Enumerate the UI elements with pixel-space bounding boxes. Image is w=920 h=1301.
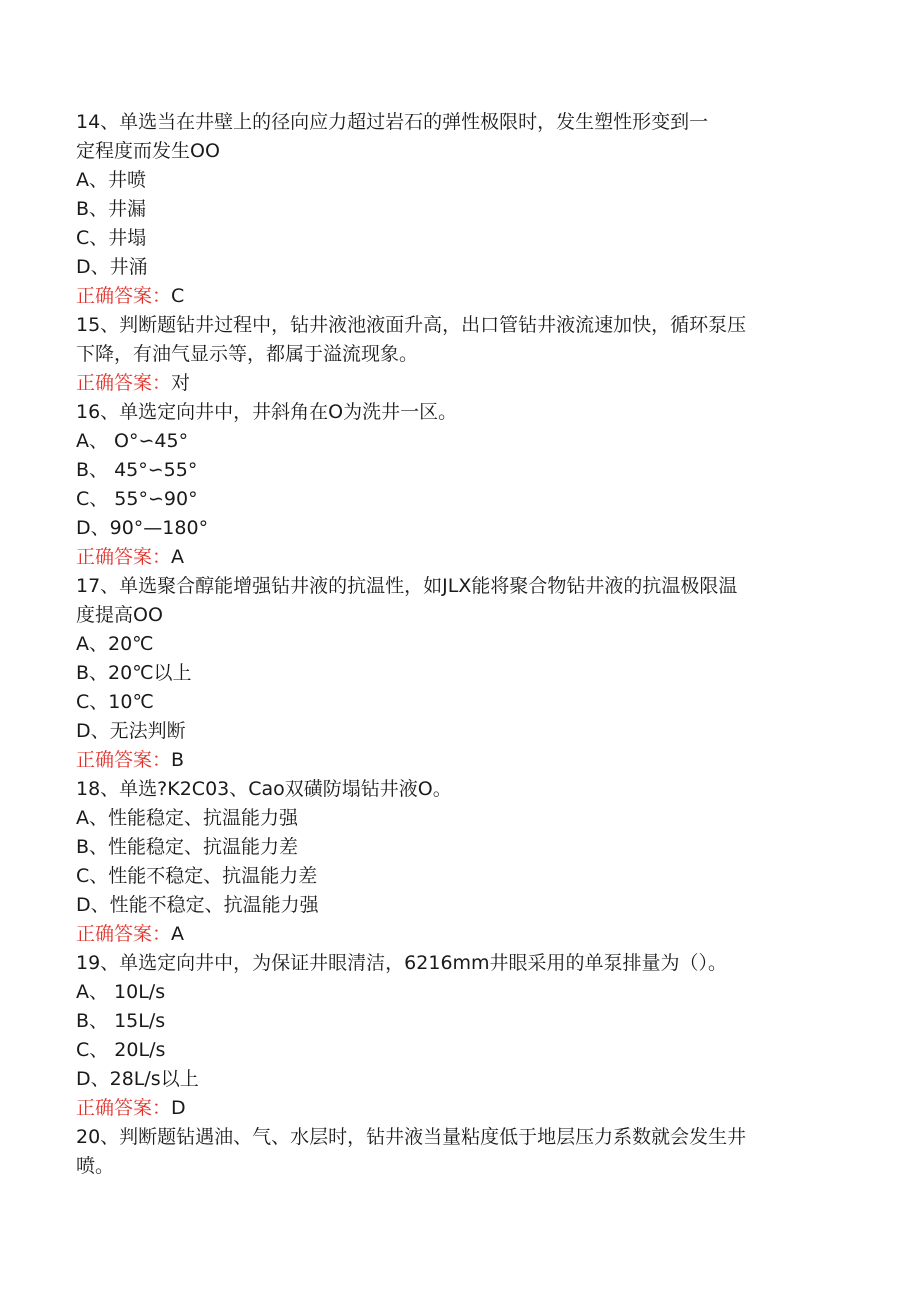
question-text: 18、单选?K2C03、Cao双磺防塌钻井液O。 xyxy=(76,778,452,800)
question-text-cont: 定程度而发生OO xyxy=(76,140,220,162)
option-d: D、井涌 xyxy=(76,256,148,278)
option-c: C、 20L∕s xyxy=(76,1039,166,1061)
question-text: 14、单选当在井壁上的径向应力超过岩石的弹性极限时，发生塑性形变到一 xyxy=(76,111,709,133)
answer-label: 正确答案： xyxy=(76,1097,172,1119)
answer-line xyxy=(76,543,846,572)
answer-line xyxy=(76,1094,846,1123)
option-c: C、井塌 xyxy=(76,227,147,249)
question-15 xyxy=(76,311,846,398)
question-20 xyxy=(76,1123,846,1181)
answer-label: 正确答案： xyxy=(76,285,172,307)
option-b: B、 15L∕s xyxy=(76,1010,166,1032)
answer-value: D xyxy=(171,1097,186,1119)
option-a: A、性能稳定、抗温能力强 xyxy=(76,807,298,829)
question-19 xyxy=(76,949,846,1123)
option-a: A、井喷 xyxy=(76,169,146,191)
answer-label: 正确答案： xyxy=(76,546,172,568)
question-list xyxy=(76,108,846,1181)
option-b: B、井漏 xyxy=(76,198,147,220)
option-a: A、20℃ xyxy=(76,633,154,655)
question-text: 15、判断题钻井过程中，钻井液池液面升高，出口管钻井液流速加快，循环泵压 xyxy=(76,314,747,336)
option-b: B、 45°∽55° xyxy=(76,459,198,481)
answer-value: 对 xyxy=(171,372,191,394)
question-text: 17、单选聚合醇能增强钻井液的抗温性，如JLX能将聚合物钻井液的抗温极限温 xyxy=(76,575,738,597)
answer-value: A xyxy=(171,923,185,945)
answer-label: 正确答案： xyxy=(76,923,172,945)
answer-line xyxy=(76,282,846,311)
option-b: B、性能稳定、抗温能力差 xyxy=(76,836,299,858)
question-text-cont: 喷。 xyxy=(76,1155,115,1177)
answer-label: 正确答案： xyxy=(76,749,172,771)
question-text: 16、单选定向井中，井斜角在O为洗井一区。 xyxy=(76,401,458,423)
question-text-cont: 下降，有油气显示等，都属于溢流现象。 xyxy=(76,343,419,365)
option-d: D、90°—180° xyxy=(76,517,209,539)
option-c: C、性能不稳定、抗温能力差 xyxy=(76,865,318,887)
option-d: D、无法判断 xyxy=(76,720,186,742)
question-text: 19、单选定向井中，为保证井眼清洁，6216mm井眼采用的单泵排量为（）。 xyxy=(76,952,728,974)
question-17 xyxy=(76,572,846,775)
answer-line xyxy=(76,369,846,398)
option-c: C、 55°∽90° xyxy=(76,488,198,510)
question-18 xyxy=(76,775,846,949)
answer-line xyxy=(76,920,846,949)
answer-value: C xyxy=(171,285,185,307)
option-b: B、20℃以上 xyxy=(76,662,192,684)
question-16 xyxy=(76,398,846,572)
option-a: A、 10L∕s xyxy=(76,981,166,1003)
option-d: D、性能不稳定、抗温能力强 xyxy=(76,894,319,916)
question-text-cont: 度提高OO xyxy=(76,604,163,626)
option-a: A、 O°∽45° xyxy=(76,430,189,452)
question-text: 20、判断题钻遇油、气、水层时，钻井液当量粘度低于地层压力系数就会发生井 xyxy=(76,1126,747,1148)
answer-value: B xyxy=(171,749,185,771)
question-14 xyxy=(76,108,846,311)
answer-value: A xyxy=(171,546,185,568)
answer-line xyxy=(76,746,846,775)
option-c: C、10℃ xyxy=(76,691,154,713)
answer-label: 正确答案： xyxy=(76,372,172,394)
option-d: D、28L∕s以上 xyxy=(76,1068,199,1090)
